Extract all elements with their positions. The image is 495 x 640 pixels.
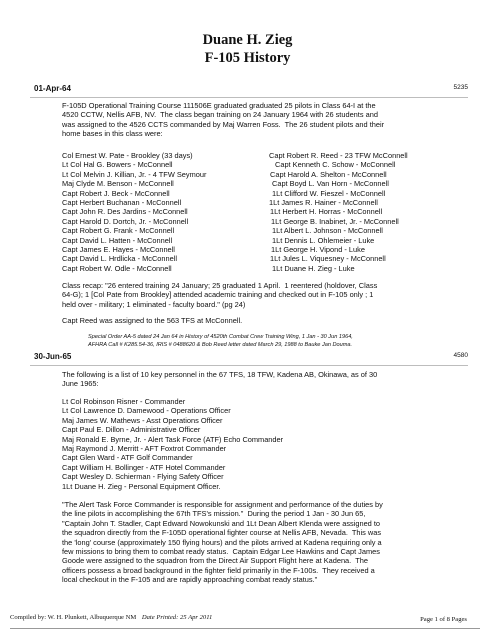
roster-item: Capt David L. Hatten - McConnell: [62, 235, 173, 245]
entry-number: 5235: [453, 84, 468, 91]
atf-quote: [62, 500, 466, 585]
text-line: the squadron directly from the F-105D operational fighter course at Nellis AFB, Nevada. This was: [62, 528, 382, 538]
roster-item: Capt Harold A. Shelton - McConnell: [270, 169, 387, 179]
roster-item: Capt Robert W. Odle - McConnell: [62, 263, 172, 273]
page-footer: [10, 614, 212, 621]
entry-2-intro: [62, 370, 466, 389]
roster-item: 1Lt Jules L. Viquesney - McConnell: [270, 254, 386, 264]
text-line: Goode were assigned to the squadron from the Direct Air Support Flight here at Kadena. The: [62, 556, 368, 566]
roster-item: Capt James E. Hayes - McConnell: [62, 245, 175, 255]
personnel-item: Maj James W. Mathews - Asst Operations Officer: [62, 415, 223, 425]
text-line: June 1965:: [62, 379, 99, 389]
personnel-item: Maj Raymond J. Merritt - AFT Foxtrot Commander: [62, 444, 227, 454]
roster-item: Capt Robert G. Frank - McConnell: [62, 226, 175, 236]
text-line: officers possess a broad background in the fighter field primarily in the F-100s. They received a: [62, 565, 375, 575]
source-citation: [88, 334, 466, 349]
roster-right-column: [269, 151, 469, 273]
personnel-item: 1Lt Duane H. Zieg - Personal Equipment Officer.: [62, 481, 221, 491]
citation-line: AFHRA Call # K285.54-36, IRIS # 0488620 & Bob Reed letter dated March 29, 1988 to Bauke Jan Douma.: [88, 341, 353, 348]
roster-item: 1Lt James R. Hainer - McConnell: [269, 198, 378, 208]
entry-date: 30-Jun-65: [34, 352, 72, 361]
roster-left-column: [62, 151, 262, 273]
entry-header-2: [30, 351, 468, 366]
roster-item: Capt David L. Hrdlicka - McConnell: [62, 254, 178, 264]
personnel-item: Capt Paul E. Dillon - Administrative Officer: [62, 425, 201, 435]
roster-item: 1Lt George H. Vipond - Luke: [271, 245, 365, 255]
compiled-by: Compiled by: W. H. Plunkett, Albuquerque NM: [10, 614, 137, 621]
roster-item: 1Lt Dennis L. Ohlemeier - Luke: [272, 235, 375, 245]
roster-item: Lt Col Melvin J. Killian, Jr. - 4 TFW Seymour: [62, 169, 207, 179]
roster-item: Capt Robert R. Reed - 23 TFW McConnell: [269, 151, 408, 160]
text-line: Class recap: "26 entered training 24 January; 25 graduated 1 April. 1 reentered (holdover, Class: [62, 281, 378, 290]
document-title-subject: F-105 History: [204, 50, 291, 66]
roster-item: Lt Col Hal G. Bowers - McConnell: [62, 160, 173, 170]
roster-item: Capt Herbert Buchanan - McConnell: [62, 198, 182, 208]
roster-item: Capt Harold D. Dortch, Jr. - McConnell: [62, 216, 189, 226]
roster-item: 1Lt Herbert H. Horras - McConnell: [270, 207, 383, 217]
text-line: 64-G); 1 [Col Pate from Brookley] attended academic training and checked out in F-105 only ; 1: [62, 290, 374, 300]
text-line: the 'long' course (approximately 150 flying hours) and the pilots arrived at Kadena requiring only a: [62, 537, 382, 547]
roster-item: Capt Kenneth C. Schow - McConnell: [275, 160, 396, 170]
personnel-item: Capt William H. Bollinger - ATF Hotel Commander: [62, 462, 226, 472]
entry-number: 4580: [453, 352, 468, 359]
roster-item: Capt Robert J. Beck - McConnell: [62, 188, 170, 198]
text-line: "The Alert Task Force Commander is responsible for assignment and performance of the duties by: [62, 500, 383, 509]
text-line: F-105D Operational Training Course 111506E graduated graduated 25 pilots in Class 64-I at the: [62, 101, 376, 110]
entry-date: 01-Apr-64: [34, 84, 71, 93]
text-line: "Captain John T. Stadler, Capt Edward Nowokunski and 1Lt Dean Albert Klenda were assigned to: [62, 518, 381, 528]
entry-1-intro: [62, 101, 466, 139]
roster-item: Capt Boyd L. Van Horn - McConnell: [272, 179, 389, 189]
text-line: local checkout in the F-105 and are rapidly approaching combat ready status.": [62, 575, 318, 585]
personnel-item: Maj Ronald E. Byrne, Jr. - Alert Task Force (ATF) Echo Commander: [62, 434, 284, 444]
text-line: was assigned to the 4526 CCTS commanded by Maj Warren Foss. The 26 student pilots and their: [62, 119, 385, 129]
personnel-item: Capt Wesley D. Schierman - Flying Safety Officer: [62, 472, 224, 482]
roster-item: 1Lt Duane H. Zieg - Luke: [272, 263, 355, 273]
text-line: held over - military; 1 eliminated - faculty board." (pg 24): [62, 299, 246, 309]
personnel-item: Capt Glen Ward - ATF Golf Commander: [62, 453, 193, 463]
text-line: 4520 CCTW, Nellis AFB, NV. The class began training on 24 January 1964 with 26 students and: [62, 110, 378, 120]
date-printed: Date Printed: 25 Apr 2011: [141, 614, 213, 621]
roster-item: Col Ernest W. Pate - Brookley (33 days): [62, 151, 193, 160]
footer-divider: [10, 628, 480, 629]
class-recap: [62, 281, 466, 309]
text-line: Capt Reed was assigned to the 563 TFS at McConnell.: [62, 316, 243, 325]
personnel-item: Lt Col Robinson Risner - Commander: [62, 397, 186, 406]
followup-note: [62, 316, 466, 325]
roster-item: 1Lt Albert L. Johnson - McConnell: [272, 226, 383, 236]
personnel-item: Lt Col Lawrence D. Damewood - Operations Officer: [62, 406, 231, 416]
document-title-name: Duane H. Zieg: [202, 32, 293, 48]
entry-header-1: [30, 83, 468, 98]
text-line: The following is a list of 10 key personnel in the 67 TFS, 18 TFW, Kadena AB, Okinawa, as of 30: [62, 370, 378, 379]
roster-item: Maj Clyde M. Benson - McConnell: [62, 179, 174, 189]
page-number: Page 1 of 8 Pages: [420, 616, 467, 623]
roster-item: 1Lt George B. Inabinet, Jr. - McConnell: [271, 216, 399, 226]
roster-item: Capt John R. Des Jardins - McConnell: [62, 207, 188, 217]
text-line: few missions to bring them to combat ready status. Captain Edgar Lee Hawkins and Capt James: [62, 547, 380, 557]
student-roster: [62, 151, 466, 275]
text-line: home bases in this class were:: [62, 129, 163, 139]
key-personnel-list: [62, 397, 466, 491]
text-line: the line pilots in accomplishing the 67th TFS's mission." During the period 1 Jan - 30 Jun 65,: [62, 509, 366, 519]
roster-item: 1Lt Clifford W. Fieszel - McConnell: [272, 188, 386, 198]
citation-line: Special Order AA-5 dated 24 Jan 64 in History of 4520th Combat Crew Training Wing, 1 Jan - 30 Jun 1964,: [88, 334, 353, 340]
